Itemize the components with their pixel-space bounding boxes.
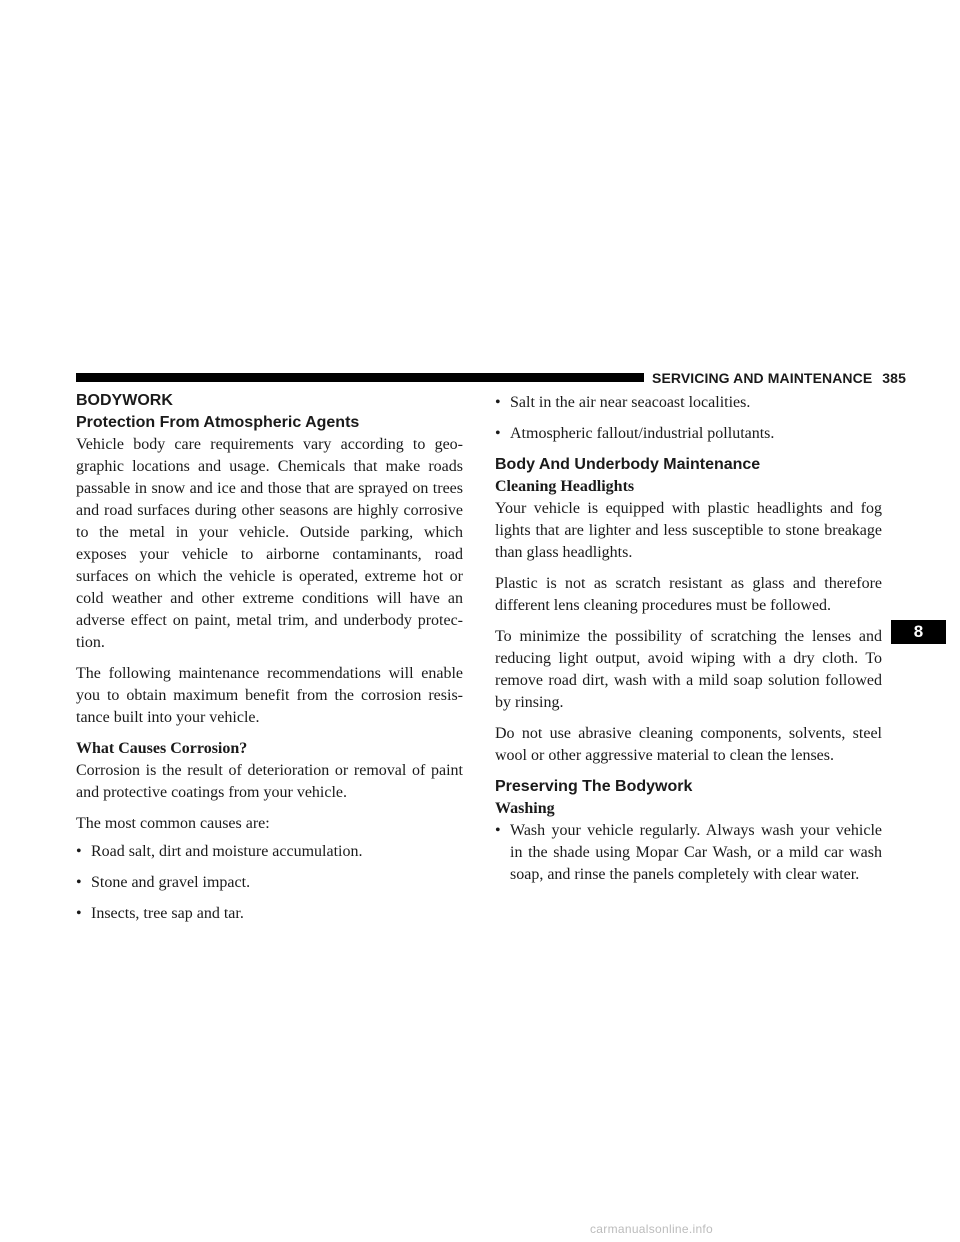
bullet-icon: • <box>76 874 82 891</box>
bullet-icon: • <box>76 905 82 922</box>
paragraph: Your vehicle is equipped with plastic headlights and fog lights that are lighter and less susceptible to stone breakage than glass headlights. <box>495 500 882 561</box>
paragraph: To minimize the possibility of scratching the lenses and reducing light output, avoid wiping with a dry cloth. To remove road dirt, wash with a mild soap solution followed by rinsing. <box>495 628 882 711</box>
header-rule <box>76 373 644 382</box>
chapter-tab: 8 <box>891 620 946 644</box>
watermark-text: carmanualsonline.info <box>590 1222 714 1236</box>
paragraph: Plastic is not as scratch resistant as glass and therefore different lens cleaning procedures must be followed. <box>495 575 882 614</box>
heading-washing: Washing <box>495 800 555 817</box>
subsection-heading-protection: Protection From Atmospheric Agents <box>76 414 360 431</box>
list-item: • Stone and gravel impact. <box>76 872 463 894</box>
paragraph: The most common causes are: <box>76 815 270 832</box>
subsection-heading-underbody: Body And Underbody Maintenance <box>495 456 761 473</box>
bullet-icon: • <box>495 425 501 442</box>
running-header <box>652 370 906 387</box>
heading-cleaning-headlights: Cleaning Headlights <box>495 478 635 495</box>
bullet-icon: • <box>495 822 501 839</box>
list-item: • Insects, tree sap and tar. <box>76 903 463 925</box>
list-item: • Wash your vehicle regularly. Always wash your vehicle in the shade using Mopar Car Wash, or a mild car wash soap, and rinse the panels completely with clear water. <box>495 822 882 883</box>
left-column <box>76 390 463 934</box>
paragraph: Do not use abrasive cleaning components, solvents, steel wool or other aggressive material to clean the lenses. <box>495 725 882 764</box>
bullet-icon: • <box>76 843 82 860</box>
list-item: • Atmospheric fallout/industrial pollutants. <box>495 423 882 445</box>
page-number: 385 <box>882 370 906 386</box>
paragraph: Vehicle body care requirements vary according to geo- graphic locations and usage. Chemicals that make roads passable in snow and ice and those that are sprayed on trees and road surfaces during other seasons are highly corrosive to the metal in your vehicle. Outside parking, which exposes your vehicle to airborne contaminants, road surfaces on which the vehicle is operated, extreme hot or cold weather and other extreme conditions will have an adverse effect on paint, metal trim, and underbody protec- tion. <box>76 436 463 651</box>
list-item: • Road salt, dirt and moisture accumulation. <box>76 841 463 863</box>
paragraph: Corrosion is the result of deterioration or removal of paint and protective coatings from your vehicle. <box>76 762 463 801</box>
bullet-icon: • <box>495 394 501 411</box>
section-heading: BODYWORK <box>76 392 173 409</box>
list-item: • Salt in the air near seacoast localities. <box>495 392 882 414</box>
paragraph: The following maintenance recommendations will enable you to obtain maximum benefit from the corrosion resis- tance built into your vehicle. <box>76 665 463 726</box>
section-title: SERVICING AND MAINTENANCE <box>652 370 873 386</box>
heading-what-causes-corrosion: What Causes Corrosion? <box>76 740 248 757</box>
right-column <box>495 390 882 895</box>
subsection-heading-preserving: Preserving The Bodywork <box>495 778 693 795</box>
